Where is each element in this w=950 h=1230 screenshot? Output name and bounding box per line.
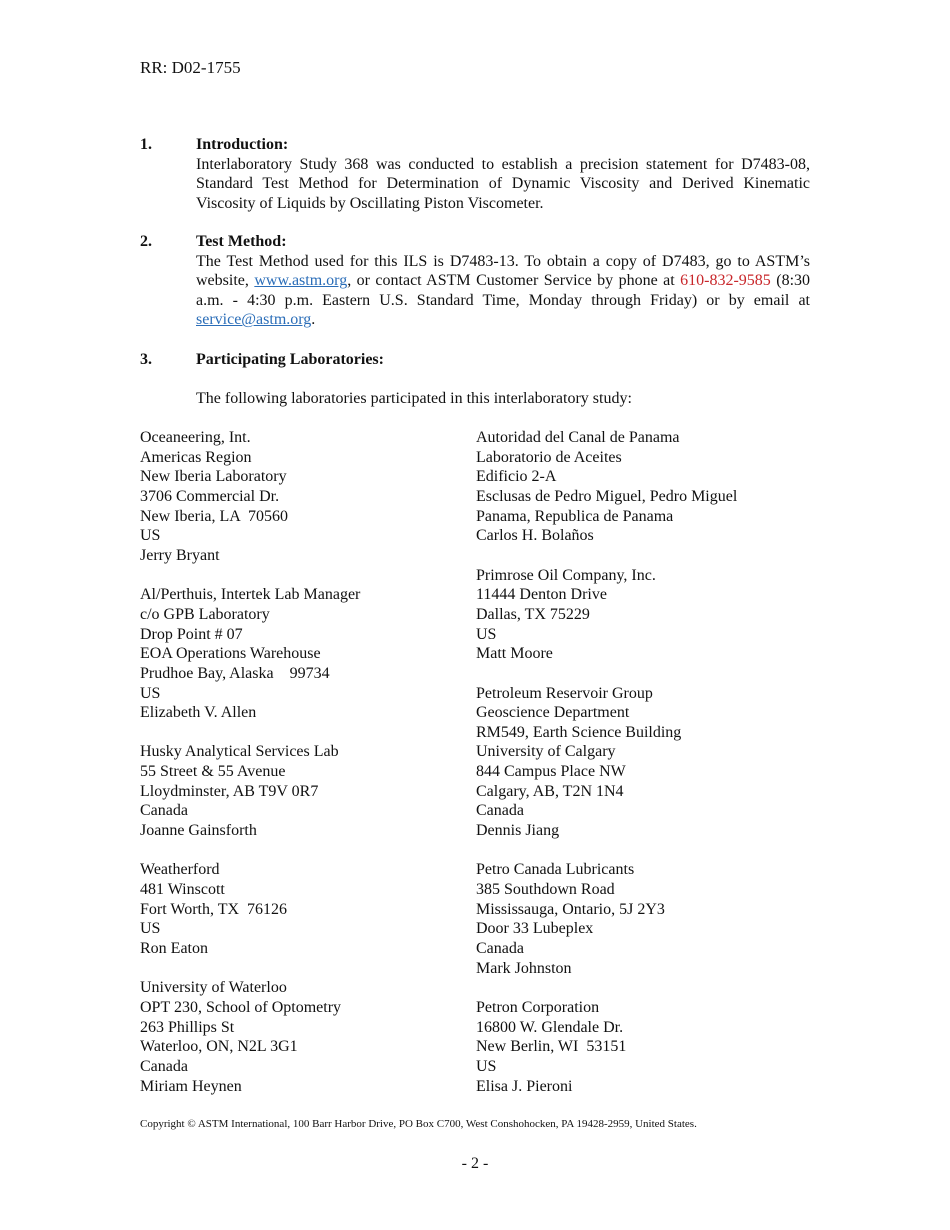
lab-address-line: 55 Street & 55 Avenue — [140, 763, 286, 781]
lab-entry — [476, 684, 816, 841]
lab-address-line: Dennis Jiang — [476, 822, 560, 840]
phone-number: 610-832-9585 — [680, 272, 771, 290]
lab-address-line: Drop Point # 07 — [140, 625, 243, 643]
lab-address-line: Husky Analytical Services Lab — [140, 743, 339, 761]
lab-address-line: Canada — [476, 802, 524, 820]
lab-address-line: Matt Moore — [476, 645, 553, 663]
lab-address-line: 385 Southdown Road — [476, 881, 615, 899]
participants-intro: The following laboratories participated in this interlaboratory study: — [196, 390, 632, 407]
lab-address-line: Canada — [140, 1057, 188, 1075]
section-number: 1. — [140, 136, 152, 153]
lab-address-line: Prudhoe Bay, Alaska 99734 — [140, 664, 330, 682]
lab-address-line: New Iberia Laboratory — [140, 468, 287, 486]
lab-address-line: Canada — [140, 802, 188, 820]
labs-right-column — [476, 428, 816, 1116]
section-title: Introduction: — [196, 136, 289, 153]
lab-address-line: Americas Region — [140, 448, 252, 466]
text-segment: The Test Method used for this ILS is D7483-13. To obtain a copy of D7483, go to ASTM’s website, — [196, 252, 810, 290]
section-participants — [140, 350, 810, 370]
lab-address-line: Calgary, AB, T2N 1N4 — [476, 782, 624, 800]
lab-address-line: 844 Campus Place NW — [476, 763, 626, 781]
lab-address-line: US — [140, 684, 161, 702]
lab-entry — [476, 860, 816, 978]
lab-address-line: Al/Perthuis, Intertek Lab Manager — [140, 586, 361, 604]
lab-address-line: University of Waterloo — [140, 979, 287, 997]
lab-address-line: 3706 Commercial Dr. — [140, 487, 280, 505]
lab-entry — [476, 428, 816, 546]
text-segment: , or contact ASTM Customer Service by phone at — [347, 272, 681, 290]
lab-address-line: Primrose Oil Company, Inc. — [476, 566, 656, 584]
lab-address-line: Autoridad del Canal de Panama — [476, 429, 680, 446]
lab-address-line: Elisa J. Pieroni — [476, 1077, 573, 1095]
text-segment: (8:30 a.m. - 4:30 p.m. Eastern U.S. Standard Time, Monday through Friday) or by email at — [196, 272, 811, 309]
text-segment: . — [311, 311, 316, 329]
lab-address-line: Esclusas de Pedro Miguel, Pedro Miguel — [476, 487, 738, 505]
lab-address-line: Jerry Bryant — [140, 546, 220, 564]
lab-address-line: Mississauga, Ontario, 5J 2Y3 — [476, 900, 665, 918]
lab-address-line: Joanne Gainsforth — [140, 822, 257, 840]
lab-entry — [140, 585, 470, 723]
lab-entry — [476, 998, 816, 1096]
lab-address-line: c/o GPB Laboratory — [140, 605, 270, 623]
lab-address-line: Miriam Heynen — [140, 1077, 242, 1095]
lab-address-line: Geoscience Department — [476, 704, 630, 722]
lab-address-line: US — [140, 527, 161, 545]
lab-address-line: University of Calgary — [476, 743, 616, 761]
section-introduction — [140, 135, 810, 213]
email-link[interactable]: service@astm.org — [196, 311, 312, 329]
lab-entry — [140, 428, 470, 566]
lab-address-line: Panama, Republica de Panama — [476, 507, 674, 525]
lab-address-line: New Berlin, WI 53151 — [476, 1038, 627, 1056]
lab-address-line: Oceaneering, Int. — [140, 429, 251, 446]
lab-address-line: Carlos H. Bolaños — [476, 527, 594, 545]
lab-address-line: New Iberia, LA 70560 — [140, 507, 288, 525]
website-link[interactable]: www.astm.org — [254, 272, 348, 290]
section-title: Test Method: — [196, 233, 287, 250]
lab-address-line: Edificio 2-A — [476, 468, 557, 486]
lab-address-line: 263 Phillips St — [140, 1018, 235, 1036]
section-paragraph: Interlaboratory Study 368 was conducted to establish a precision statement for D7483-08, Standard Test Method for Determination of Dynamic Viscosity and Derived Kinematic Viscosity of Liquids by Oscillating Piston Viscometer. — [196, 155, 810, 212]
page-number: - 2 - — [461, 1155, 489, 1172]
lab-address-line: Petro Canada Lubricants — [476, 861, 635, 879]
lab-address-line: RM549, Earth Science Building — [476, 723, 682, 741]
lab-address-line: Lloydminster, AB T9V 0R7 — [140, 782, 319, 800]
lab-address-line: Laboratorio de Aceites — [476, 448, 622, 466]
lab-address-line: OPT 230, School of Optometry — [140, 998, 342, 1016]
lab-address-line: Ron Eaton — [140, 940, 208, 958]
lab-address-line: Dallas, TX 75229 — [476, 605, 590, 623]
labs-left-column — [140, 428, 470, 1116]
section-number: 3. — [140, 351, 152, 368]
section-paragraph — [196, 252, 810, 330]
section-title: Participating Laboratories: — [196, 351, 384, 368]
lab-address-line: Fort Worth, TX 76126 — [140, 900, 288, 918]
lab-address-line: US — [140, 920, 161, 938]
lab-entry — [140, 860, 470, 958]
lab-address-line: 11444 Denton Drive — [476, 586, 607, 604]
lab-entry — [140, 742, 470, 840]
lab-address-line: Mark Johnston — [476, 959, 572, 977]
lab-address-line: Weatherford — [140, 861, 220, 879]
lab-entry — [476, 566, 816, 664]
section-number: 2. — [140, 233, 152, 250]
copyright-footer: Copyright © ASTM International, 100 Barr Harbor Drive, PO Box C700, West Conshohocken, PA 19428-2959, United States. — [140, 1118, 697, 1130]
lab-address-line: Petroleum Reservoir Group — [476, 684, 653, 702]
lab-address-line: US — [476, 1057, 497, 1075]
lab-address-line: Canada — [476, 940, 524, 958]
lab-address-line: 481 Winscott — [140, 881, 225, 899]
lab-address-line: EOA Operations Warehouse — [140, 645, 321, 663]
lab-address-line: Elizabeth V. Allen — [140, 704, 257, 722]
lab-address-line: 16800 W. Glendale Dr. — [476, 1018, 624, 1036]
lab-address-line: Petron Corporation — [476, 998, 600, 1016]
lab-address-line: Waterloo, ON, N2L 3G1 — [140, 1038, 298, 1056]
lab-entry — [140, 978, 470, 1096]
section-test-method — [140, 232, 810, 330]
lab-address-line: US — [476, 625, 497, 643]
report-id-header: RR: D02-1755 — [140, 58, 241, 77]
lab-address-line: Door 33 Lubeplex — [476, 920, 594, 938]
